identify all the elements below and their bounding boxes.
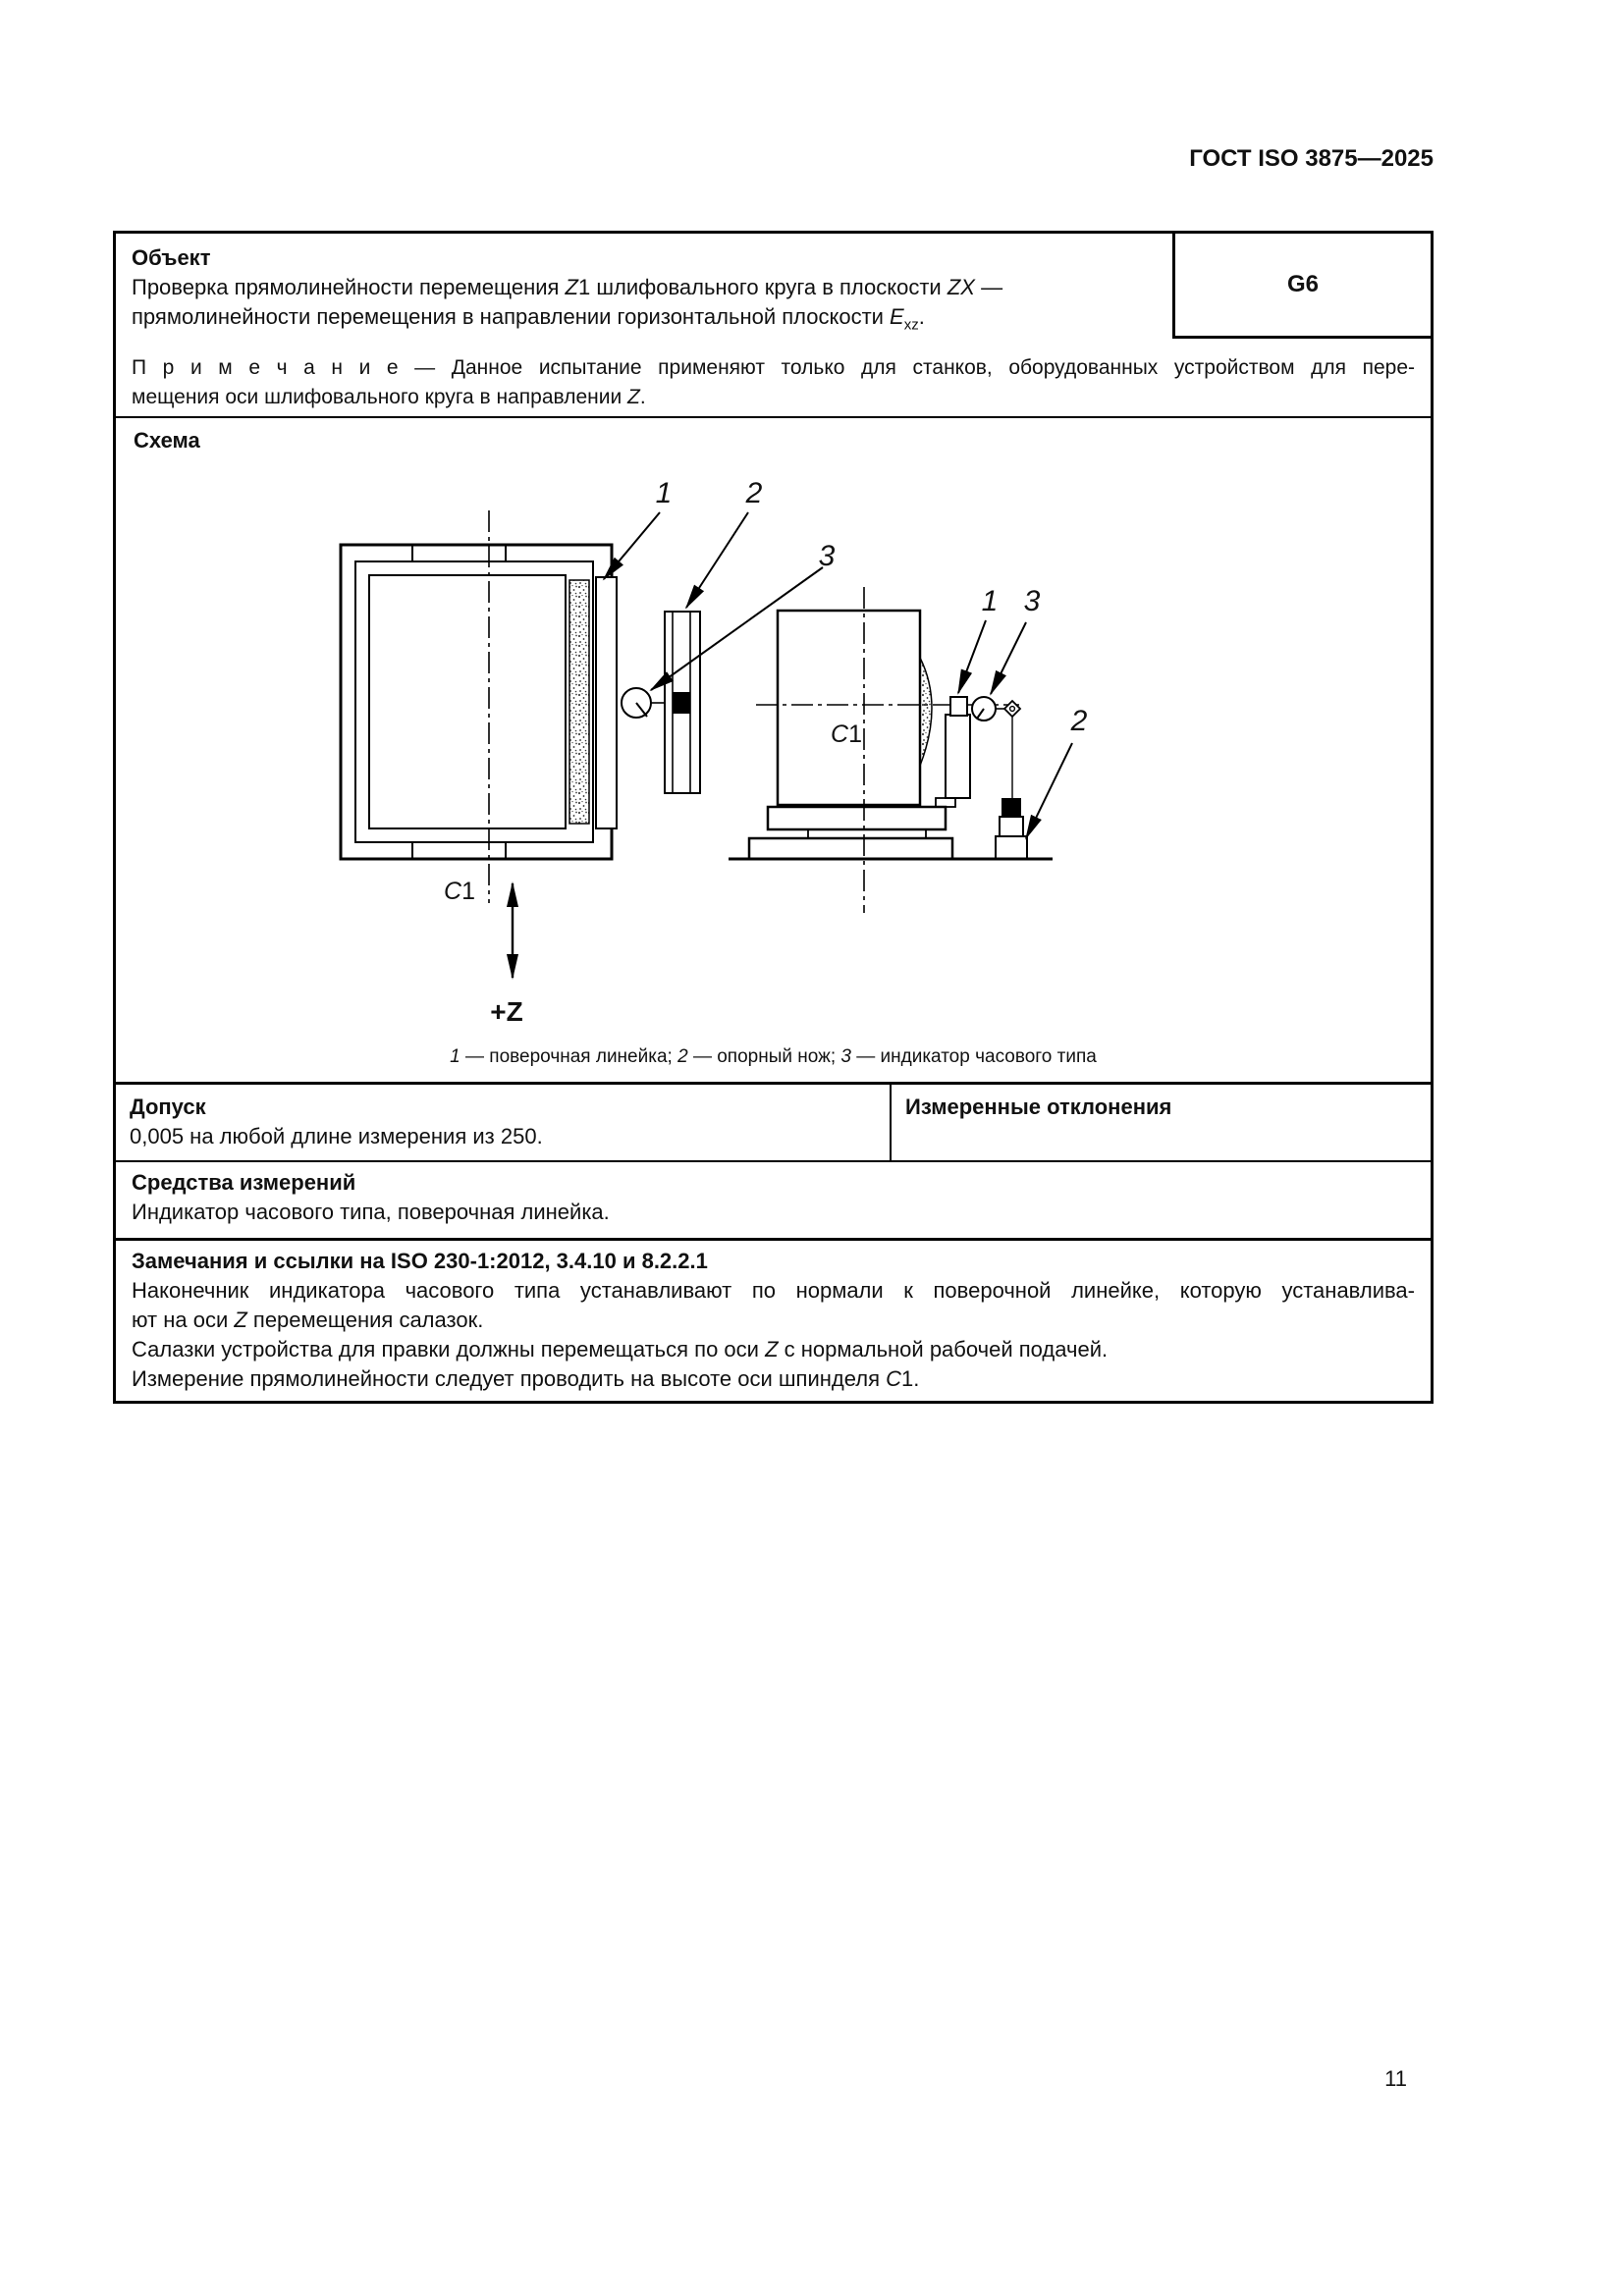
column-bracket xyxy=(936,798,955,807)
left-view xyxy=(341,510,700,978)
instruments-section xyxy=(116,1162,1431,1241)
remarks-line4: Измерение прямолинейности следует проводить на высоте оси шпинделя C1. xyxy=(132,1366,920,1391)
page-header: ГОСТ ISO 3875—2025 xyxy=(1189,145,1434,172)
c1-label-left: C1 xyxy=(444,878,475,905)
straightedge-tip xyxy=(950,697,967,716)
callout-2-right: 2 xyxy=(1070,705,1088,737)
instruments-value: Индикатор часового типа, поверочная линейка. xyxy=(132,1200,610,1224)
base-slab xyxy=(749,838,952,859)
grinding-wheel-strip xyxy=(569,580,589,824)
page-number: 11 xyxy=(1384,2066,1407,2091)
object-heading: Объект xyxy=(132,245,211,270)
test-code-box xyxy=(1172,231,1434,339)
remarks-section xyxy=(116,1241,1431,1401)
object-section xyxy=(116,234,1431,418)
callout-2-left: 2 xyxy=(745,477,763,509)
support-knife xyxy=(665,612,700,793)
note-line2: мещения оси шлифовального круга в направлении Z. xyxy=(132,386,646,409)
note-block xyxy=(132,353,1415,412)
callout-1-right: 1 xyxy=(981,585,999,617)
test-chart-table xyxy=(113,231,1434,1404)
remarks-heading: Замечания и ссылки на ISO 230-1:2012, 3.4.10 и 8.2.2.1 xyxy=(132,1249,708,1273)
plus-z-label: +Z xyxy=(490,996,523,1027)
callout-1-left: 1 xyxy=(655,477,673,509)
remarks-line1: Наконечник индикатора часового типа устанавливают по нормали к поверочной линейке, которую устанавлива- xyxy=(132,1278,1415,1303)
knife-stand xyxy=(996,798,1027,859)
schema-section xyxy=(116,418,1431,1085)
schema-caption: 1 — поверочная линейка; 2 — опорный нож; 3 — индикатор часового типа xyxy=(450,1046,1097,1067)
object-text-line1: Проверка прямолинейности перемещения Z1 шлифовального круга в плоскости ZX — xyxy=(132,275,1003,299)
schema-diagram xyxy=(116,418,1431,1085)
pedestal-strip xyxy=(808,829,926,838)
wheelhead-inner xyxy=(355,561,593,842)
tolerance-section xyxy=(116,1085,1431,1162)
c1-label-right: C1 xyxy=(831,721,862,748)
measured-deviations-heading: Измеренные отклонения xyxy=(905,1095,1172,1119)
measured-deviations-cell xyxy=(892,1085,1431,1160)
schema-heading: Схема xyxy=(134,428,200,453)
remarks-line2: ют на оси Z перемещения салазок. xyxy=(132,1308,484,1332)
wheelhead-side xyxy=(778,611,920,805)
callout-3-right: 3 xyxy=(1023,585,1041,617)
instruments-heading: Средства измерений xyxy=(132,1170,356,1195)
tolerance-cell xyxy=(116,1085,892,1160)
straightedge-column xyxy=(946,715,970,798)
note-line1: П р и м е ч а н и е — Данное испытание применяют только для станков, оборудованных устройством для пере- xyxy=(132,356,1415,380)
contact-diamond xyxy=(1004,701,1020,717)
pedestal xyxy=(768,807,946,829)
remarks-line3: Салазки устройства для правки должны перемещаться по оси Z с нормальной рабочей подачей. xyxy=(132,1337,1109,1362)
test-code: G6 xyxy=(1286,271,1319,297)
right-view xyxy=(729,587,1053,913)
wheel-face xyxy=(369,575,566,828)
wheel-bulge xyxy=(920,658,932,766)
tolerance-heading: Допуск xyxy=(130,1095,206,1119)
tolerance-value: 0,005 на любой длине измерения из 250. xyxy=(130,1124,543,1148)
callout-3-left: 3 xyxy=(818,540,836,572)
object-text-line2: прямолинейности перемещения в направлении горизонтальной плоскости $E_{xz}$. xyxy=(132,304,925,334)
straightedge-bar xyxy=(596,577,617,828)
diagram-labels xyxy=(444,477,1088,1027)
